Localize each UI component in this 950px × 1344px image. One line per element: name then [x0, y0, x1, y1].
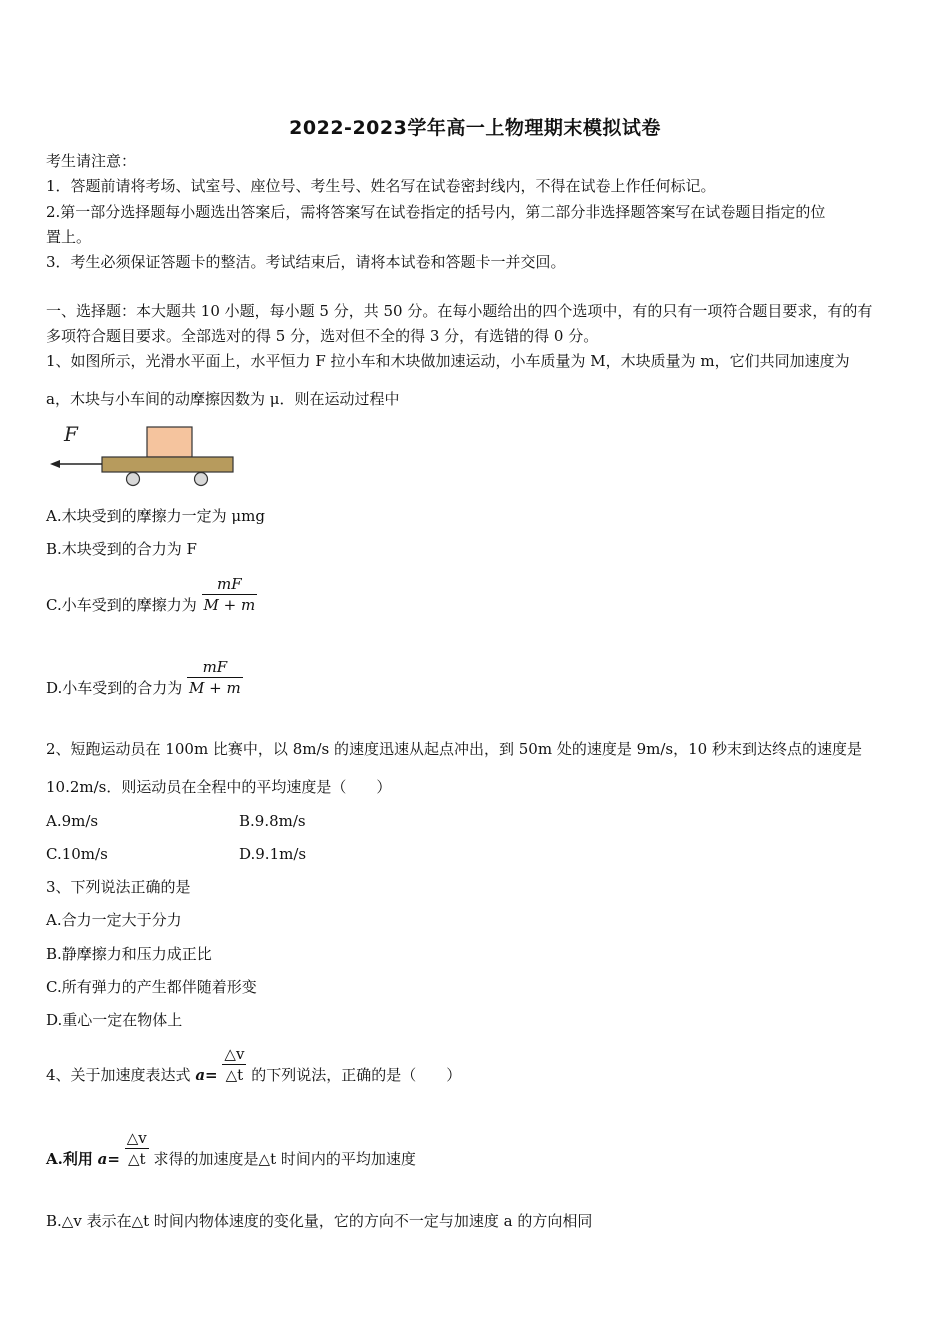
q2-option-d: D.9.1m/s — [239, 845, 307, 863]
q1-option-b: B.木块受到的合力为 F — [46, 540, 197, 558]
q2-stem-line-2: 10.2m/s．则运动员在全程中的平均速度是（ ） — [46, 778, 392, 796]
q4-option-a-suffix: 求得的加速度是△t 时间内的平均加速度 — [153, 1150, 416, 1168]
fraction-denominator: M + m — [189, 678, 241, 697]
q4-stem-suffix: 的下列说法，正确的是（ ） — [251, 1066, 462, 1084]
q4-a-equals: a= — [97, 1150, 120, 1168]
force-label: F — [64, 422, 78, 446]
q1-option-a: A.木块受到的摩擦力一定为 μmg — [46, 507, 265, 525]
page-title: 2022-2023学年高一上物理期末模拟试卷 — [289, 117, 661, 139]
fraction-denominator: △t — [222, 1064, 246, 1085]
q3-option-c: C.所有弹力的产生都伴随着形变 — [46, 978, 257, 996]
fraction-numerator: mF — [202, 657, 228, 676]
q4-option-a-prefix: A.利用 — [46, 1150, 93, 1168]
q1-stem-line-1: 1、如图所示，光滑水平面上，水平恒力 F 拉小车和木块做加速运动，小车质量为 M，木块质量为 m，它们共同加速度为 — [46, 352, 850, 370]
notice-item-2-line-1: 2.第一部分选择题每小题选出答案后，需将答案写在试卷指定的括号内，第二部分非选择题答案写在试卷题目指定的位 — [46, 203, 826, 221]
q1-option-d-fraction — [187, 657, 243, 698]
cart-block-diagram — [44, 420, 244, 492]
q4-stem-prefix: 4、关于加速度表达式 — [46, 1066, 191, 1084]
cart-wheel-right — [195, 473, 208, 486]
q1-option-d — [46, 656, 243, 698]
fraction-denominator: M + m — [203, 595, 256, 614]
wood-block — [147, 427, 192, 457]
notice-item-2-line-2: 置上。 — [46, 228, 92, 246]
cart-body — [102, 457, 233, 472]
q3-stem: 3、下列说法正确的是 — [46, 878, 191, 896]
notice-heading: 考生请注意： — [46, 152, 137, 170]
q1-stem-line-2: a，木块与小车间的动摩擦因数为 μ．则在运动过程中 — [46, 390, 400, 408]
q4-stem — [46, 1043, 461, 1085]
q1-option-c-text: C.小车受到的摩擦力为 — [46, 596, 197, 614]
q3-option-a: A.合力一定大于分力 — [46, 911, 182, 929]
q4-option-b: B.△v 表示在△t 时间内物体速度的变化量，它的方向不一定与加速度 a 的方向相同 — [46, 1212, 593, 1230]
notice-item-1: 1．答题前请将考场、试室号、座位号、考生号、姓名写在试卷密封线内，不得在试卷上作任何标记。 — [46, 177, 716, 195]
q4-a-equals: a= — [195, 1066, 218, 1084]
q2-option-c: C.10m/s — [46, 845, 108, 863]
q1-option-c-fraction — [202, 574, 258, 615]
fraction-denominator: △t — [125, 1148, 149, 1169]
q2-option-b: B.9.8m/s — [239, 812, 306, 830]
q1-option-c — [46, 573, 257, 615]
q3-option-d: D.重心一定在物体上 — [46, 1011, 183, 1029]
force-arrow-head — [50, 460, 60, 468]
fraction-numerator: mF — [217, 574, 242, 593]
fraction-numerator: △v — [126, 1128, 147, 1147]
section-1-line-2: 多项符合题目要求。全部选对的得 5 分，选对但不全的得 3 分，有选错的得 0 分。 — [46, 327, 599, 345]
q4-stem-fraction — [222, 1044, 246, 1085]
q1-option-d-text: D.小车受到的合力为 — [46, 679, 183, 697]
q2-option-a: A.9m/s — [46, 812, 99, 830]
fraction-numerator: △v — [224, 1044, 245, 1063]
section-1-line-1: 一、选择题：本大题共 10 小题，每小题 5 分，共 50 分。在每小题给出的四个选项中，有的只有一项符合题目要求，有的有 — [46, 302, 873, 320]
notice-item-3: 3．考生必须保证答题卡的整洁。考试结束后，请将本试卷和答题卡一并交回。 — [46, 253, 566, 271]
q4-option-a — [46, 1127, 416, 1169]
q2-stem-line-1: 2、短跑运动员在 100m 比赛中，以 8m/s 的速度迅速从起点冲出，到 50m 处的速度是 9m/s，10 秒末到达终点的速度是 — [46, 740, 862, 758]
q3-option-b: B.静摩擦力和压力成正比 — [46, 945, 212, 963]
cart-wheel-left — [127, 473, 140, 486]
q4-option-a-fraction — [125, 1128, 149, 1169]
